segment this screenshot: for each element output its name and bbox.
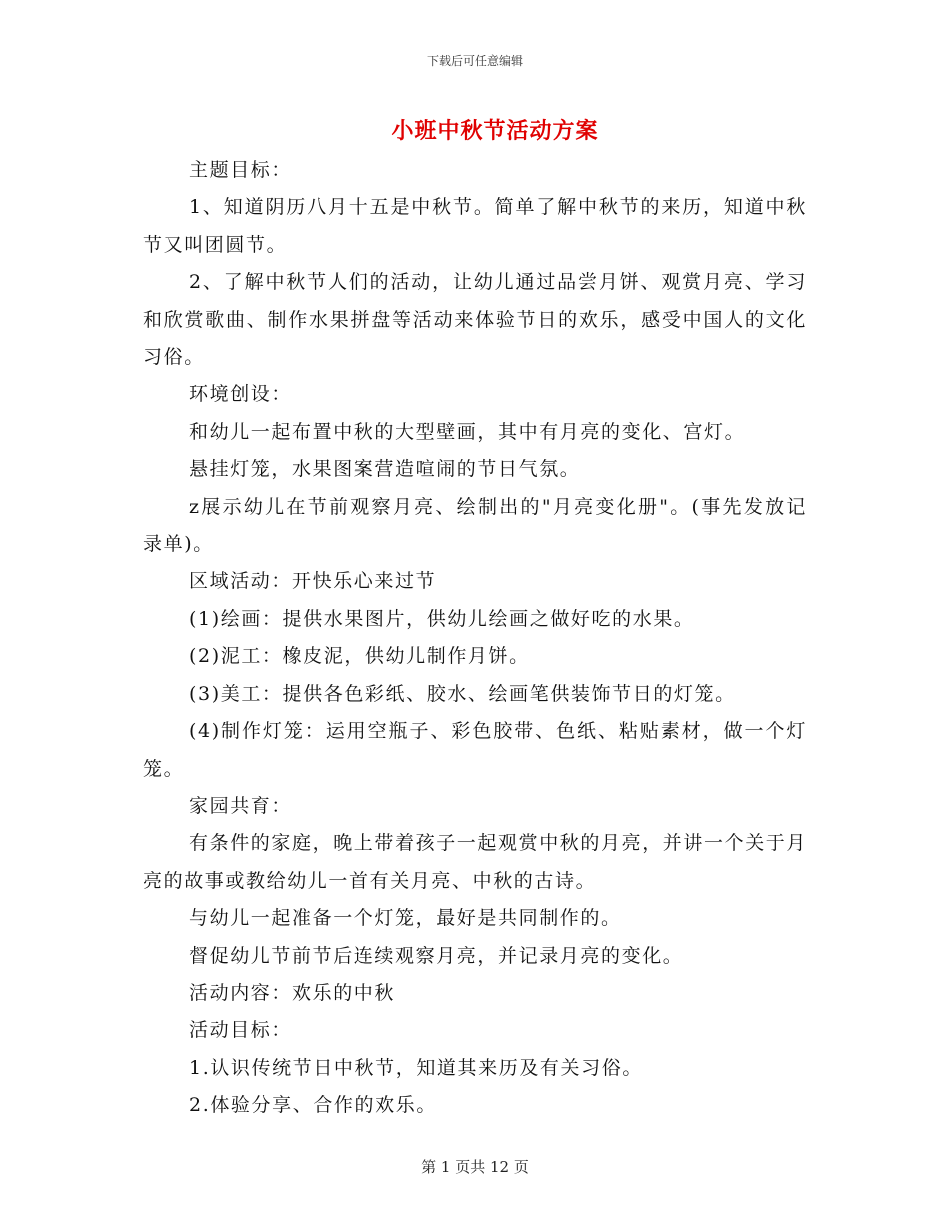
- paragraph: 1、知道阴历八月十五是中秋节。简单了解中秋节的来历，知道中秋节又叫团圆节。: [143, 196, 807, 256]
- paragraph: (2)泥工：橡皮泥，供幼儿制作月饼。: [189, 645, 530, 668]
- paragraph: 区域活动：开快乐心来过节: [189, 570, 437, 593]
- paragraph: 1.认识传统节日中秋节，知道其来历及有关习俗。: [189, 1056, 643, 1079]
- paragraph: (3)美工：提供各色彩纸、胶水、绘画笔供装饰节日的灯笼。: [189, 682, 736, 705]
- header-note: 下载后可任意编辑: [426, 54, 523, 68]
- paragraph: 家园共育：: [189, 794, 293, 817]
- paragraph: 有条件的家庭，晚上带着孩子一起观赏中秋的月亮，并讲一个关于月亮的故事或教给幼儿一首有关月亮、中秋的古诗。: [143, 832, 808, 892]
- paragraph: 2.体验分享、合作的欢乐。: [189, 1094, 437, 1117]
- document-title: 小班中秋节活动方案: [391, 118, 599, 144]
- paragraph: 主题目标：: [189, 159, 293, 181]
- page-number-footer: 第 1 页共 12 页: [421, 1158, 529, 1176]
- paragraph: 活动目标：: [189, 1019, 293, 1042]
- paragraph: 2、了解中秋节人们的活动，让幼儿通过品尝月饼、观赏月亮、学习和欣赏歌曲、制作水果拼盘等活动来体验节日的欢乐，感受中国人的文化习俗。: [143, 271, 807, 369]
- paragraph: z展示幼儿在节前观察月亮、绘制出的"月亮变化册"。(事先发放记录单)。: [143, 495, 807, 556]
- document-body: [143, 152, 807, 1125]
- paragraph: (1)绘画：提供水果图片，供幼儿绘画之做好吃的水果。: [189, 607, 695, 630]
- paragraph: 活动内容：欢乐的中秋: [189, 981, 396, 1004]
- paragraph: (4)制作灯笼：运用空瓶子、彩色胶带、色纸、粘贴素材，做一个灯笼。: [143, 720, 807, 780]
- paragraph: 与幼儿一起准备一个灯笼，最好是共同制作的。: [189, 907, 622, 930]
- paragraph: 督促幼儿节前节后连续观察月亮，并记录月亮的变化。: [189, 944, 684, 967]
- paragraph: 环境创设：: [189, 383, 293, 406]
- paragraph: 悬挂灯笼，水果图案营造喧闹的节日气氛。: [189, 458, 581, 481]
- paragraph: 和幼儿一起布置中秋的大型壁画，其中有月亮的变化、宫灯。: [189, 420, 746, 443]
